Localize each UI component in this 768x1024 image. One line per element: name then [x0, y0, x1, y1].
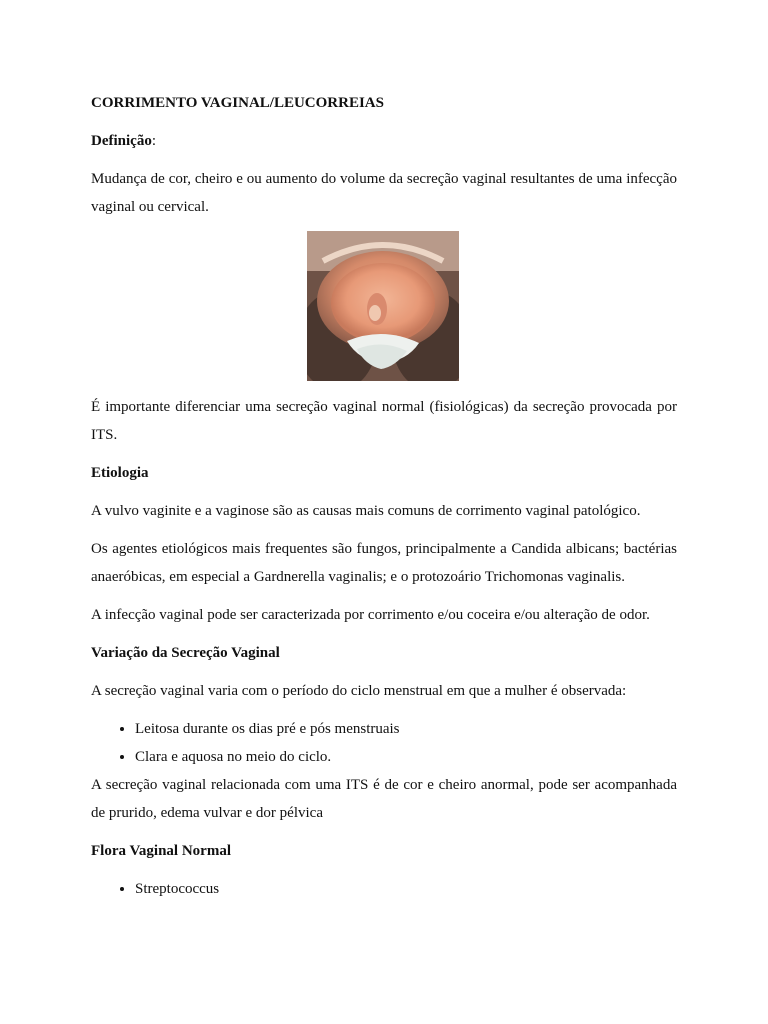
- definition-text: Mudança de cor, cheiro e ou aumento do volume da secreção vaginal resultantes de uma infecção vaginal ou cervical.: [91, 171, 677, 215]
- clinical-photo-icon: [307, 231, 459, 381]
- list-item: • Leitosa durante os dias pré e pós menstruais: [135, 715, 677, 743]
- etiologia-paragraph-3: A infecção vaginal pode ser caracterizada por corrimento e/ou coceira e/ou alteração de odor.: [91, 607, 650, 623]
- flora-heading: Flora Vaginal Normal: [91, 843, 232, 859]
- definition-heading-colon: :: [151, 133, 156, 149]
- variacao-after-text: A secreção vaginal relacionada com uma ITS é de cor e cheiro anormal, pode ser acompanhada de prurido, edema vulvar e dor pélvica: [91, 777, 677, 821]
- etiologia-paragraph-2: Os agentes etiológicos mais frequentes são fungos, principalmente a Candida albicans; bactérias anaeróbicas, em especial a Gardnerella vaginalis; e o protozoário Trichomonas vaginalis.: [91, 541, 677, 585]
- variacao-list: [91, 715, 677, 771]
- definition-heading: Definição: [91, 133, 152, 149]
- etiologia-paragraph-1: A vulvo vaginite e a vaginose são as causas mais comuns de corrimento vaginal patológico.: [91, 503, 641, 519]
- etiologia-heading: Etiologia: [91, 465, 149, 481]
- definition-heading-line: [91, 127, 677, 155]
- flora-list: [91, 875, 677, 903]
- page-title: CORRIMENTO VAGINAL/LEUCORREIAS: [91, 95, 384, 111]
- document-content: [91, 89, 677, 903]
- list-item: • Streptococcus: [135, 875, 677, 903]
- variacao-intro: A secreção vaginal varia com o período do ciclo menstrual em que a mulher é observada:: [91, 683, 627, 699]
- important-text: É importante diferenciar uma secreção vaginal normal (fisiológicas) da secreção provocada por ITS.: [91, 399, 677, 443]
- list-item: • Clara e aquosa no meio do ciclo.: [135, 743, 677, 771]
- figure-container: [89, 231, 677, 381]
- variacao-heading: Variação da Secreção Vaginal: [91, 645, 280, 661]
